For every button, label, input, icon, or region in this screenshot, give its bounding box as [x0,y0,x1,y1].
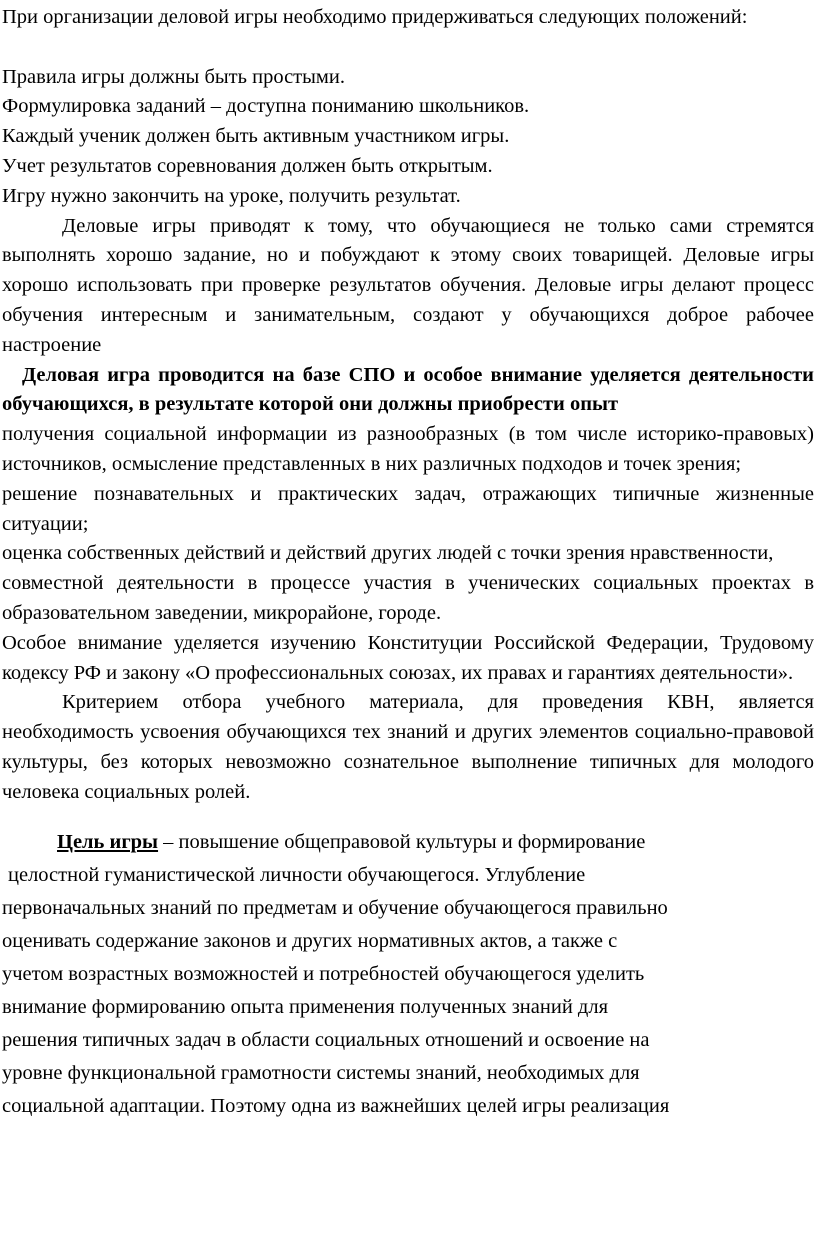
goal-section [0,826,816,1123]
business-games-paragraph: Деловые игры приводят к тому, что обучающиеся не только сами стремятся выполнять хорошо задание, но и побуждают к этому своих товарищей. Деловые игры хорошо использовать при проверке результатов обучения. Деловые игры делают процесс обучения интересным и занимательным, создают у обучающихся доброе рабочее настроение [2,214,814,356]
goal-line: первоначальных знаний по предметам и обучение обучающегося правильно [2,896,668,919]
goal-line: внимание формированию опыта применения полученных знаний для [2,995,609,1018]
goal-label: Цель игры [57,830,159,853]
goal-first-line-text: – повышение общеправовой культуры и формирование [158,830,646,853]
goal-line: целостной гуманистической личности обучающегося. Углубление [8,863,586,886]
goal-line: решения типичных задач в области социальных отношений и освоение на [2,1028,650,1051]
experience-item: решение познавательных и практических задач, отражающих типичные жизненные ситуации; [2,482,814,535]
intro-paragraph: При организации деловой игры необходимо придерживаться следующих положений: [2,6,748,28]
rule-item: Правила игры должны быть простыми. [2,65,345,88]
rule-item: Формулировка заданий – доступна пониманию школьников. [2,95,530,118]
experience-item: совместной деятельности в процессе участия в ученических социальных проектах в образовательном заведении, микрорайоне, городе. [2,572,814,624]
constitution-paragraph: Особое внимание уделяется изучению Конституции Российской Федерации, Трудовому кодексу РФ и закону «О профессиональных союзах, их правах и гарантиях деятельности». [2,631,814,684]
rule-item: Игру нужно закончить на уроке, получить результат. [2,184,461,207]
goal-line: уровне функциональной грамотности системы знаний, необходимых для [2,1061,640,1084]
bold-paragraph: Деловая игра проводится на базе СПО и особое внимание уделяется деятельности обучающихся, в результате которой они должны приобрести опыт [2,363,814,416]
rule-item: Каждый ученик должен быть активным участником игры. [2,125,510,148]
goal-line: социальной адаптации. Поэтому одна из важнейших целей игры реализация [2,1094,670,1117]
spacer [0,33,816,63]
criterion-paragraph: Критерием отбора учебного материала, для проведения КВН, является необходимость усвоения обучающихся тех знаний и других элементов социально-правовой культуры, без которых невозможно сознательное выполнение типичных для молодого человека социальных ролей. [2,691,814,803]
experience-item: получения социальной информации из разнообразных (в том числе историко-правовых) источников, осмысление представленных в них различных подходов и точек зрения; [2,423,814,475]
goal-line: учетом возрастных возможностей и потребностей обучающегося уделить [2,962,645,985]
goal-first-line [2,826,796,859]
experience-item: оценка собственных действий и действий других людей с точки зрения нравственности, [2,542,774,565]
rule-item: Учет результатов соревнования должен быть открытым. [2,154,493,177]
goal-line: оценивать содержание законов и других нормативных актов, а также с [2,929,618,952]
